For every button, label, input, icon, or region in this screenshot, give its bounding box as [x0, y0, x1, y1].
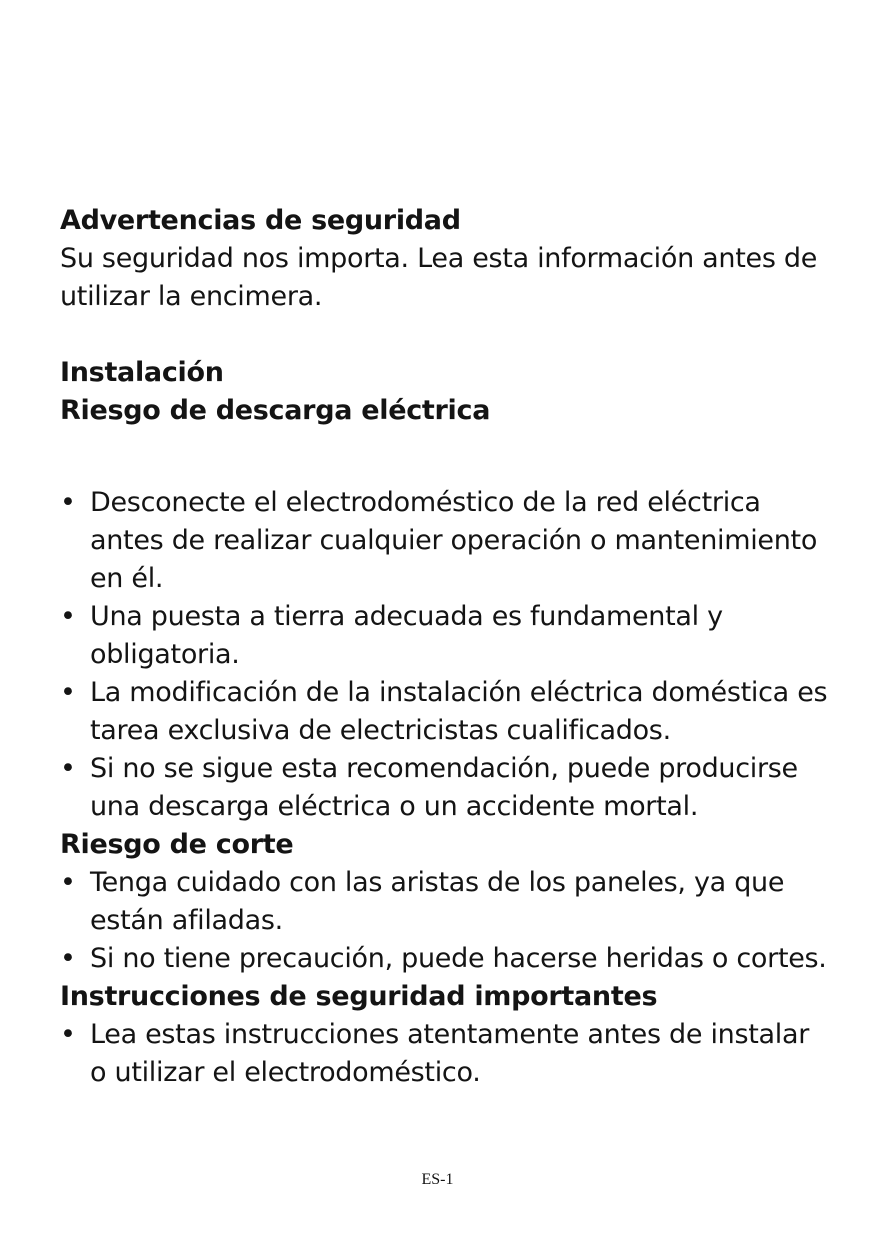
subsection-heading-cut-risk: Riesgo de corte — [60, 829, 294, 860]
list-item-text: Si no tiene precaución, puede hacerse heridas o cortes. — [90, 943, 827, 974]
list-item — [60, 750, 830, 826]
bullet-icon: • — [60, 601, 76, 632]
bullet-list-cut-risk — [60, 864, 830, 978]
list-item — [60, 674, 830, 750]
page-title: Advertencias de seguridad — [60, 205, 461, 236]
list-item — [60, 1016, 830, 1092]
bullet-icon: • — [60, 1019, 76, 1050]
intro-paragraph: Su seguridad nos importa. Lea esta información antes de utilizar la encimera. — [60, 243, 818, 312]
bullet-icon: • — [60, 867, 76, 898]
subsection-heading-important-instructions: Instrucciones de seguridad importantes — [60, 981, 658, 1012]
section-title: Instalación — [60, 357, 224, 388]
spacer — [60, 430, 830, 484]
list-item — [60, 864, 830, 940]
list-item — [60, 940, 830, 978]
list-item-text: Desconecte el electrodoméstico de la red eléctrica antes de realizar cualquier operación o mantenimiento en él. — [90, 487, 818, 594]
list-item-text: Tenga cuidado con las aristas de los paneles, ya que están afiladas. — [90, 867, 785, 936]
bullet-list-electric-shock — [60, 484, 830, 826]
list-item-text: Si no se sigue esta recomendación, puede producirse una descarga eléctrica o un accidente mortal. — [90, 753, 798, 822]
subsection-heading-electric-shock: Riesgo de descarga eléctrica — [60, 395, 491, 426]
document-body — [60, 202, 830, 1092]
list-item-text: La modificación de la instalación eléctrica doméstica es tarea exclusiva de electricistas cualificados. — [90, 677, 828, 746]
bullet-icon: • — [60, 487, 76, 518]
list-item-text: Lea estas instrucciones atentamente antes de instalar o utilizar el electrodoméstico. — [90, 1019, 810, 1088]
page-number: ES-1 — [421, 1171, 454, 1188]
bullet-icon: • — [60, 943, 76, 974]
spacer — [60, 316, 830, 354]
list-item-text: Una puesta a tierra adecuada es fundamental y obligatoria. — [90, 601, 723, 670]
bullet-icon: • — [60, 753, 76, 784]
list-item — [60, 484, 830, 598]
bullet-list-important-instructions — [60, 1016, 830, 1092]
list-item — [60, 598, 830, 674]
bullet-icon: • — [60, 677, 76, 708]
